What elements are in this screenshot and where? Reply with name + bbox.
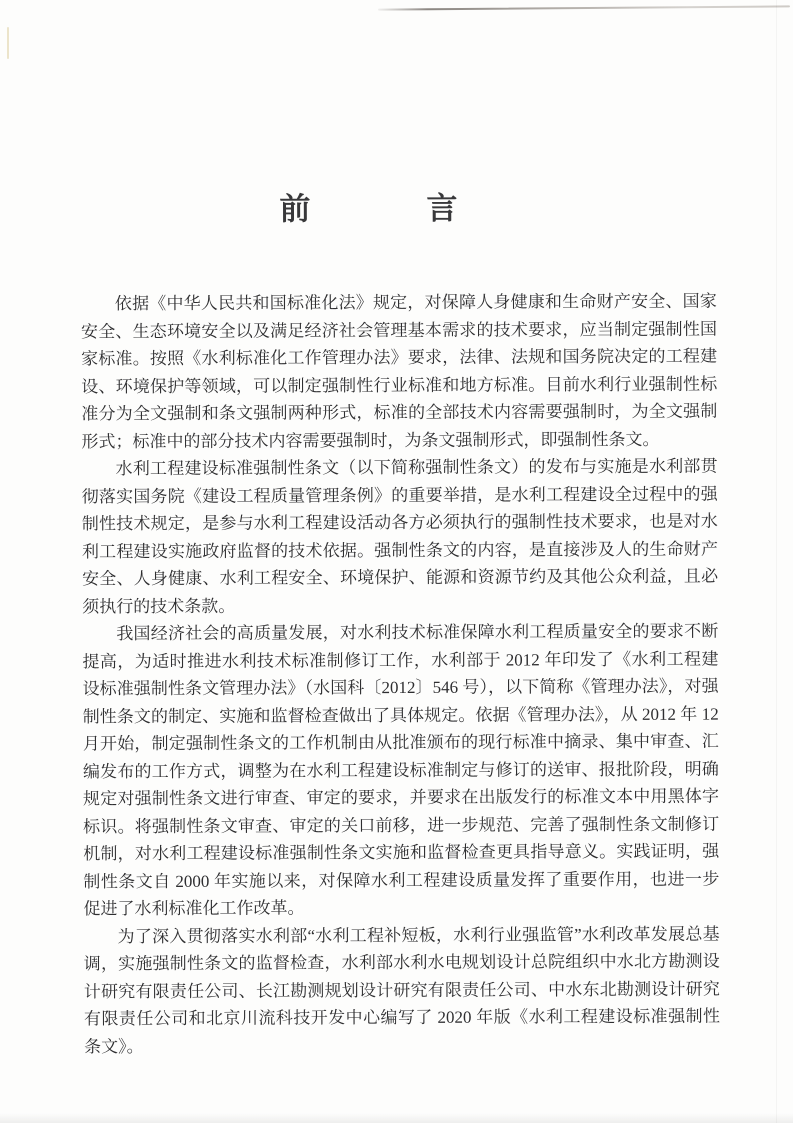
- document-body: [81, 288, 720, 1061]
- paragraph-3: 我国经济社会的高质量发展，对水利技术标准保障水利工程质量安全的要求不断提高，为适时推进水利技术标准制修订工作，水利部于 2012 年印发了《水利工程建设标准强制性条文管理办法》（水国科〔2012〕546 号），以下简称《管理办法》，对强制性条文的制定、实施和监督检查做出了具体规定。依据《管理办法》，从 2012 年 12 月开始，制定强制性条文的工作机制由从批准颁布的现行标准中摘录、集中审查、汇编发布的工作方式，调整为在水利工程建设标准制定与修订的送审、报批阶段，明确规定对强制性条文进行审查、审定的要求，并要求在出版发行的标准文本中用黑体字标识。将强制性条文审查、审定的关口前移，进一步规范、完善了强制性条文制修订机制，对水利工程建设标准强制性条文实施和监督检查更具指导意义。实践证明，强制性条文自 2000 年实施以来，对保障水利工程建设质量发挥了重要作用，也进一步促进了水利标准化工作改革。: [82, 621, 720, 919]
- paragraph-2: 水利工程建设标准强制性条文（以下简称强制性条文）的发布与实施是水利部贯彻落实国务院《建设工程质量管理条例》的重要举措，是水利工程建设全过程中的强制性技术规定，是参与水利工程建设活动各方必须执行的强制性技术要求，也是对水利工程建设实施政府监督的技术依据。强制性条文的内容，是直接涉及人的生命财产安全、人身健康、水利工程安全、环境保护、能源和资源节约及其他公众利益，且必须执行的技术条款。: [81, 456, 719, 616]
- page-title: [50, 191, 686, 228]
- paragraph-1: 依据《中华人民共和国标准化法》规定，对保障人身健康和生命财产安全、国家安全、生态环境安全以及满足经济社会管理基本需求的技术要求，应当制定强制性国家标准。按照《水利标准化工作管理办法》要求，法律、法规和国务院决定的工程建设、环境保护等领域，可以制定强制性行业标准和地方标准。目前水利行业强制性标准分为全文强制和条文强制两种形式，标准的全部技术内容需要强制时，为全文强制形式；标准中的部分技术内容需要强制时，为条文强制形式，即强制性条文。: [80, 291, 718, 451]
- paragraph-4: 为了深入贯彻落实水利部“水利工程补短板，水利行业强监管”水利改革发展总基调，实施强制性条文的监督检查，水利部水利水电规划设计总院组织中水北方勘测设计研究有限责任公司、长江勘测规划设计研究有限责任公司、中水东北勘测设计研究有限责任公司和北京川流科技开发中心编写了 2020 年版《水利工程建设标准强制性条文》。: [83, 924, 721, 1056]
- title-char-right: 言: [426, 190, 458, 226]
- title-char-left: 前: [279, 191, 311, 227]
